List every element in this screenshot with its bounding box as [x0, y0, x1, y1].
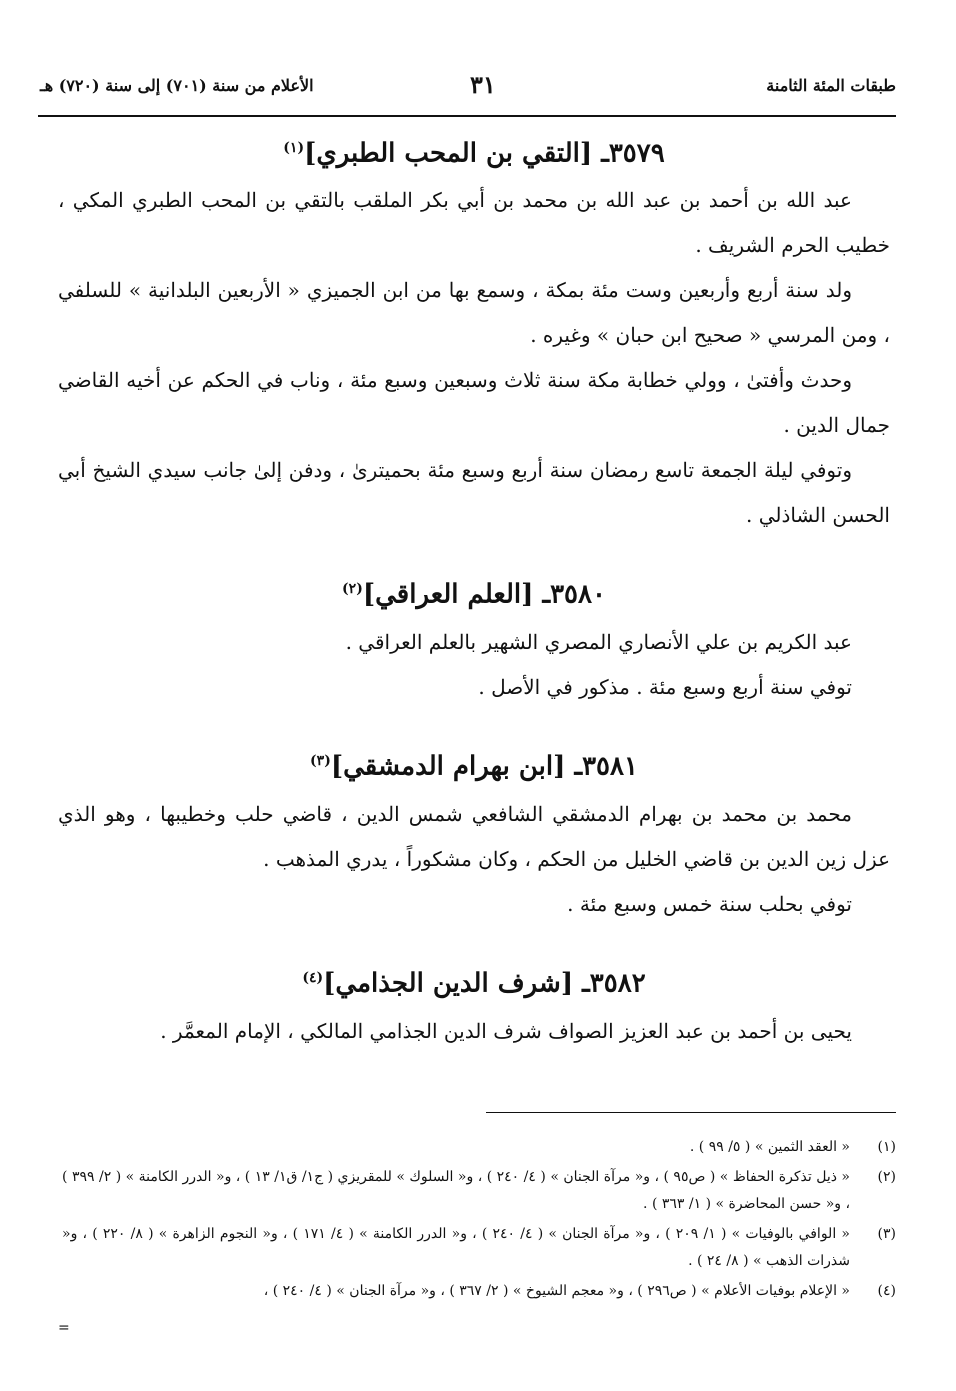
page-body [58, 118, 890, 1054]
header-rule [38, 115, 896, 117]
book-title: طبقات المئة الثامنة [766, 76, 896, 95]
footnote-text: « ذيل تذكرة الحفاظ » ( ص٩٥ ) ، و« مرآة الجنان » ( ٤/ ٢٤٠ ) ، و« السلوك » للمقريزي ( ج١/ ق١/ ١٣ ) ، و« الدرر الكامنة » ( ٢/ ٣٩٩ ) ، و« حسن المحاضرة » ( ١/ ٣٦٣ ) . [62, 1169, 850, 1212]
footnote-text: « الوافي بالوفيات » ( ١/ ٢٠٩ ) ، و« مرآة الجنان » ( ٤/ ٢٤٠ ) ، و« الدرر الكامنة » ( ٤/ ١٧١ ) ، و« النجوم الزاهرة » ( ٨/ ٢٢٠ ) ، و« شذرات الذهب » ( ٨/ ٢٤ ) . [62, 1226, 850, 1269]
entry-paragraph: ولد سنة أربع وأربعين وست مئة بمكة ، وسمع بها من ابن الجميزي « الأربعين البلدانية » للسلفي ، ومن المرسي « صحيح ابن حبان » وغيره . [58, 278, 890, 347]
footnote-ref: (٢) [342, 581, 363, 597]
entry-paragraph: توفي بحلب سنة خمس وسبع مئة . [567, 892, 852, 916]
footnote-number: (٣) [877, 1226, 896, 1242]
footnote [62, 1278, 896, 1305]
page-number: ٣١ [470, 70, 496, 99]
entry-3580 [58, 558, 890, 710]
footnote-number: (١) [877, 1139, 896, 1155]
entry-title: ٣٥٨٠ـ [العلم العراقي]$^{(٢)}$ [342, 579, 606, 610]
entry-paragraph: عبد الله بن أحمد بن عبد الله بن محمد بن أبي بكر الملقب بالتقي بن المحب الطبري المكي ، خطيب الحرم الشريف . [58, 188, 890, 257]
entry-title: ٣٥٨١ـ [ابن بهرام الدمشقي]$^{(٣)}$ [310, 751, 638, 782]
footnote [62, 1221, 896, 1275]
footnote-number: (٢) [877, 1169, 896, 1185]
footnotes [62, 1134, 896, 1308]
footnote-ref: (٤) [302, 970, 324, 986]
footnote [62, 1164, 896, 1218]
running-header [40, 70, 896, 110]
footnote-number: (٤) [877, 1283, 896, 1299]
entry-paragraph: يحيى بن أحمد بن عبد العزيز الصواف شرف الدين الجذامي المالكي ، الإمام المعمَّر . [160, 1019, 852, 1043]
footnote-ref: (٣) [310, 753, 331, 769]
footnote-text: « العقد الثمين » ( ٥/ ٩٩ ) . [689, 1139, 850, 1155]
entry-title: ٣٥٧٩ـ [التقي بن المحب الطبري]$^{(١)}$ [283, 138, 665, 169]
footnote-ref: (١) [283, 140, 305, 156]
entry-3579 [58, 118, 890, 538]
range-title: الأعلام من سنة (٧٠١) إلى سنة (٧٢٠) هـ [40, 76, 314, 95]
entry-paragraph: محمد بن محمد بن بهرام الدمشقي الشافعي شمس الدين ، قاضي حلب وخطيبها ، وهو الذي عزل زين الدين بن قاضي الخليل من الحكم ، وكان مشكوراً ، يدري المذهب . [58, 802, 890, 871]
entry-paragraph: وتوفي ليلة الجمعة تاسع رمضان سنة أربع وسبع مئة بحميترىٰ ، ودفن إلىٰ جانب سيدي الشيخ أبي الحسن الشاذلي . [58, 458, 890, 527]
entry-paragraph: عبد الكريم بن علي الأنصاري المصري الشهير بالعلم العراقي . [345, 630, 852, 654]
footnote [62, 1134, 896, 1161]
entry-paragraph: توفي سنة أربع وسبع مئة . مذكور في الأصل . [478, 675, 852, 699]
entry-title: ٣٥٨٢ـ [شرف الدين الجذامي]$^{(٤)}$ [302, 968, 646, 999]
entry-paragraph: وحدث وأفتىٰ ، وولي خطابة مكة سنة ثلاث وسبعين وسبع مئة ، وناب في الحكم عن أخيه القاضي جمال الدين . [58, 368, 890, 437]
continuation-mark: = [58, 1320, 70, 1336]
entry-3582 [58, 947, 890, 1054]
footnote-rule [486, 1112, 896, 1113]
footnote-text: « الإعلام بوفيات الأعلام » ( ص٢٩٦ ) ، و« معجم الشيوخ » ( ٢/ ٣٦٧ ) ، و« مرآة الجنان » ( ٤/ ٢٤٠ ) ، [263, 1283, 850, 1299]
entry-3581 [58, 730, 890, 927]
